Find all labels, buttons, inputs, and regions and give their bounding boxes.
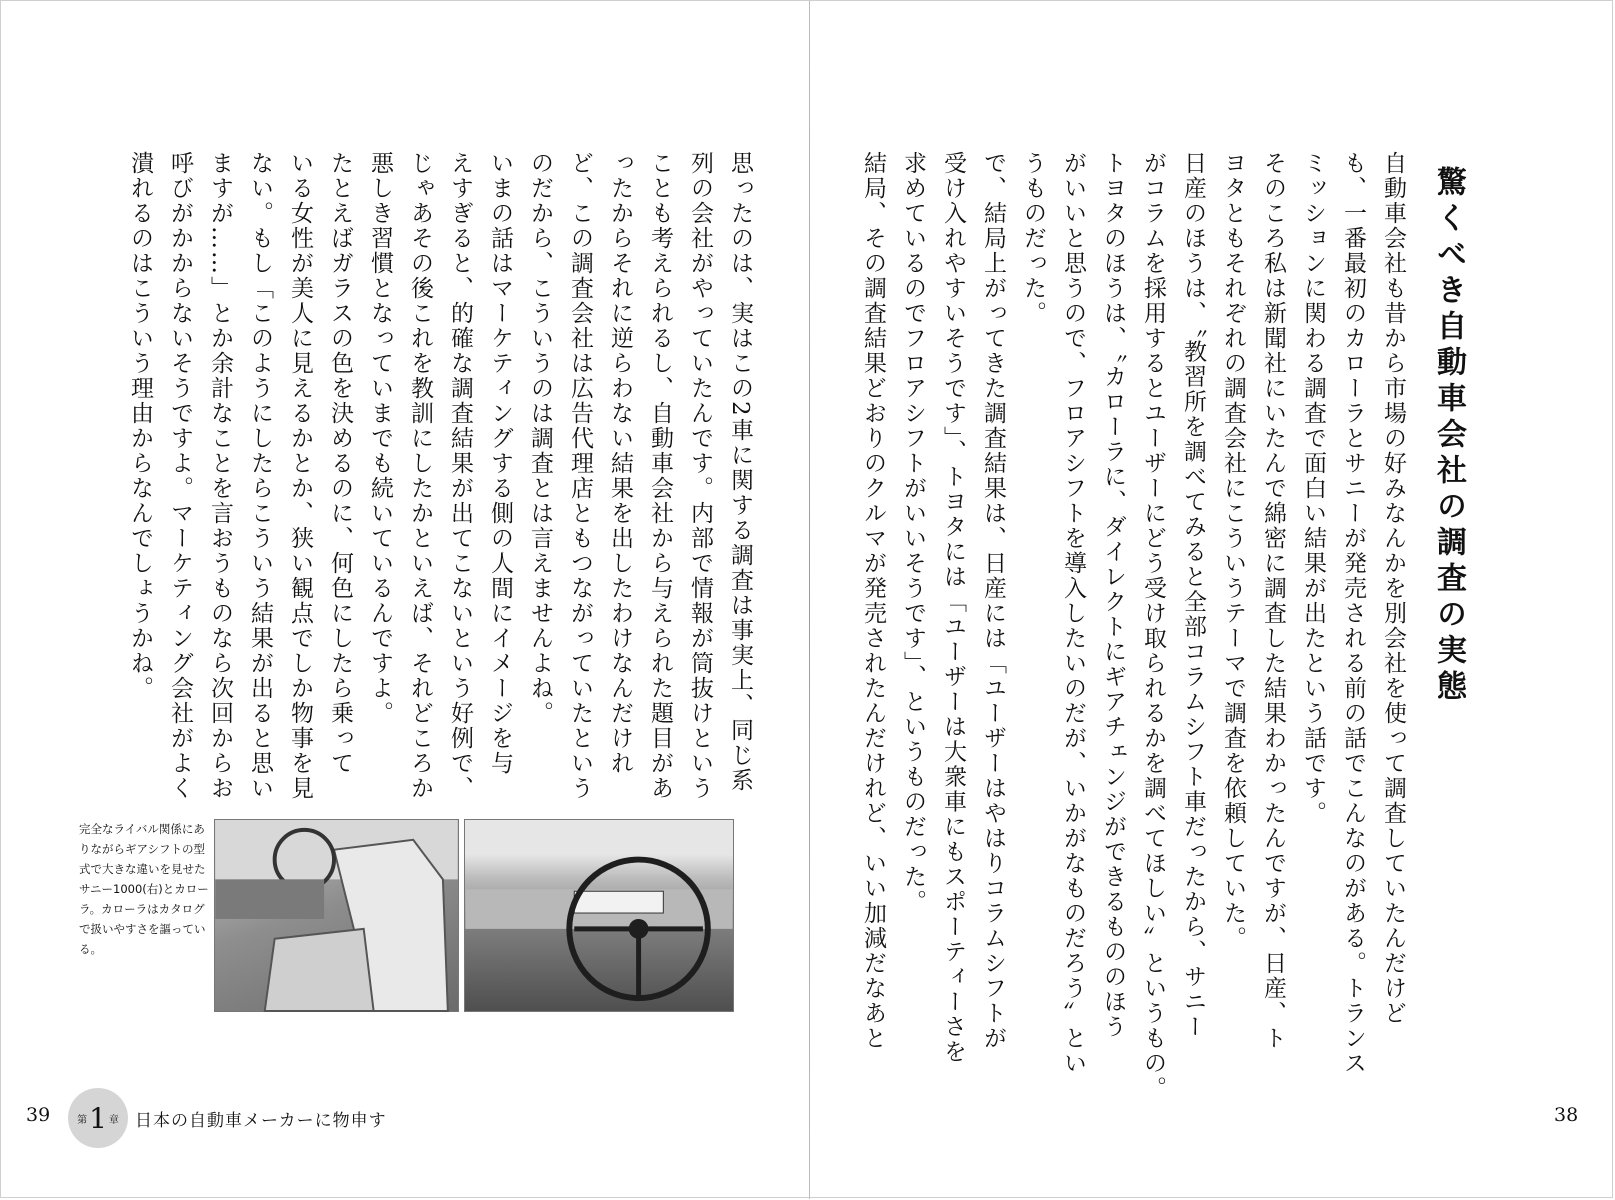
- text-line: がいいと思うので、フロアシフトを導入したいのだが、いかがなものだろう〟とい: [1060, 151, 1086, 1076]
- text-line: 潰れるのはこういう理由からなんでしょうかね。: [127, 151, 153, 701]
- text-line: たとえばガラスの色を決めるのに、何色にしたら乗って: [327, 151, 353, 776]
- text-line: で、結局上がってきた調査結果は、日産には「ユーザーはやはりコラムシフトが: [980, 151, 1006, 1051]
- chapter-title: 日本の自動車メーカーに物申す: [135, 1111, 387, 1131]
- chapter-suffix: 章: [108, 1114, 119, 1126]
- section-heading: 驚くべき自動車会社の調査の実態: [1431, 166, 1466, 706]
- text-line: 悪しき習慣となっていまでも続いているんですよ。: [367, 151, 393, 726]
- left-page-text: [114, 151, 754, 801]
- text-line: ミッションに関わる調査で面白い結果が出たという話です。: [1300, 151, 1326, 826]
- text-line: ますが……」とか余計なことを言おうものなら次回からお: [207, 151, 233, 801]
- page-gutter: [809, 1, 810, 1199]
- text-line: 求めているのでフロアシフトがいいそうです」、というものだった。: [900, 151, 926, 915]
- car-interior-photo-seats: [214, 819, 459, 1012]
- text-line: がコラムを採用するとユーザーにどう受け取られるかを調べてほしい〟というもの。: [1140, 151, 1166, 1101]
- text-line: うものだった。: [1020, 151, 1046, 326]
- text-line: のだから、こういうのは調査とは言えませんよね。: [527, 151, 553, 726]
- chapter-prefix: 第: [77, 1114, 88, 1126]
- chapter-number: 1: [89, 1101, 107, 1135]
- text-line: いる女性が美人に見えるかとか、狭い観点でしか物事を見: [287, 151, 313, 801]
- text-line: 自動車会社も昔から市場の好みなんかを別会社を使って調査していたんだけど: [1380, 151, 1406, 1026]
- text-line: ことも考えられるし、自動車会社から与えられた題目があ: [647, 151, 673, 801]
- seat-illustration: [215, 820, 458, 1011]
- text-line: も、一番最初のカローラとサニーが発売される前の話でこんなのがある。トランス: [1340, 151, 1366, 1076]
- page-number-right: 38: [1554, 1104, 1579, 1126]
- text-line: ヨタともそれぞれの調査会社にこういうテーマで調査を依頼していた。: [1220, 151, 1246, 951]
- dashboard-illustration: [465, 820, 733, 1011]
- text-line: いまの話はマーケティングする側の人間にイメージを与: [487, 151, 513, 776]
- photo-caption: 完全なライバル関係にありながらギアシフトの型式で大きな違いを見せたサニー1000(右)とカローラ。カローラはカタログで扱いやすさを謳っている。: [79, 822, 209, 956]
- right-page-text: [860, 151, 1407, 1151]
- text-line: トヨタのほうは、〝カローラに、ダイレクトにギアチェンジができるもののほう: [1100, 151, 1126, 1040]
- text-line: じゃあその後これを教訓にしたかといえば、それどころか: [407, 151, 433, 801]
- text-line: ど、この調査会社は広告代理店ともつながっていたという: [567, 151, 593, 801]
- text-line: 受け入れやすいそうです」、トヨタには「ユーザーは大衆車にもスポーティーさを: [940, 151, 966, 1065]
- page-number-left: 39: [26, 1104, 51, 1126]
- text-line: ない。もし「このようにしたらこういう結果が出ると思い: [247, 151, 273, 801]
- text-line: ったからそれに逆らわない結果を出したわけなんだけれ: [607, 151, 633, 776]
- text-line: 思ったのは、実はこの2車に関する調査は事実上、同じ系: [727, 151, 753, 793]
- car-dashboard-photo: [464, 819, 734, 1012]
- chapter-badge: [68, 1088, 128, 1148]
- text-line: そのころ私は新聞社にいたんで綿密に調査した結果わかったんですが、日産、ト: [1260, 151, 1286, 1051]
- text-line: 呼びがかからないそうですよ。マーケティング会社がよく: [167, 151, 193, 801]
- text-line: 結局、その調査結果どおりのクルマが発売されたんだけれど、いい加減だなあと: [860, 151, 886, 1051]
- text-line: 日産のほうは、〝教習所を調べてみると全部コラムシフト車だったから、サニー: [1180, 151, 1206, 1040]
- text-line: えすぎると、的確な調査結果が出てこないという好例で、: [447, 151, 473, 801]
- text-line: 列の会社がやっていたんです。内部で情報が筒抜けという: [687, 151, 713, 801]
